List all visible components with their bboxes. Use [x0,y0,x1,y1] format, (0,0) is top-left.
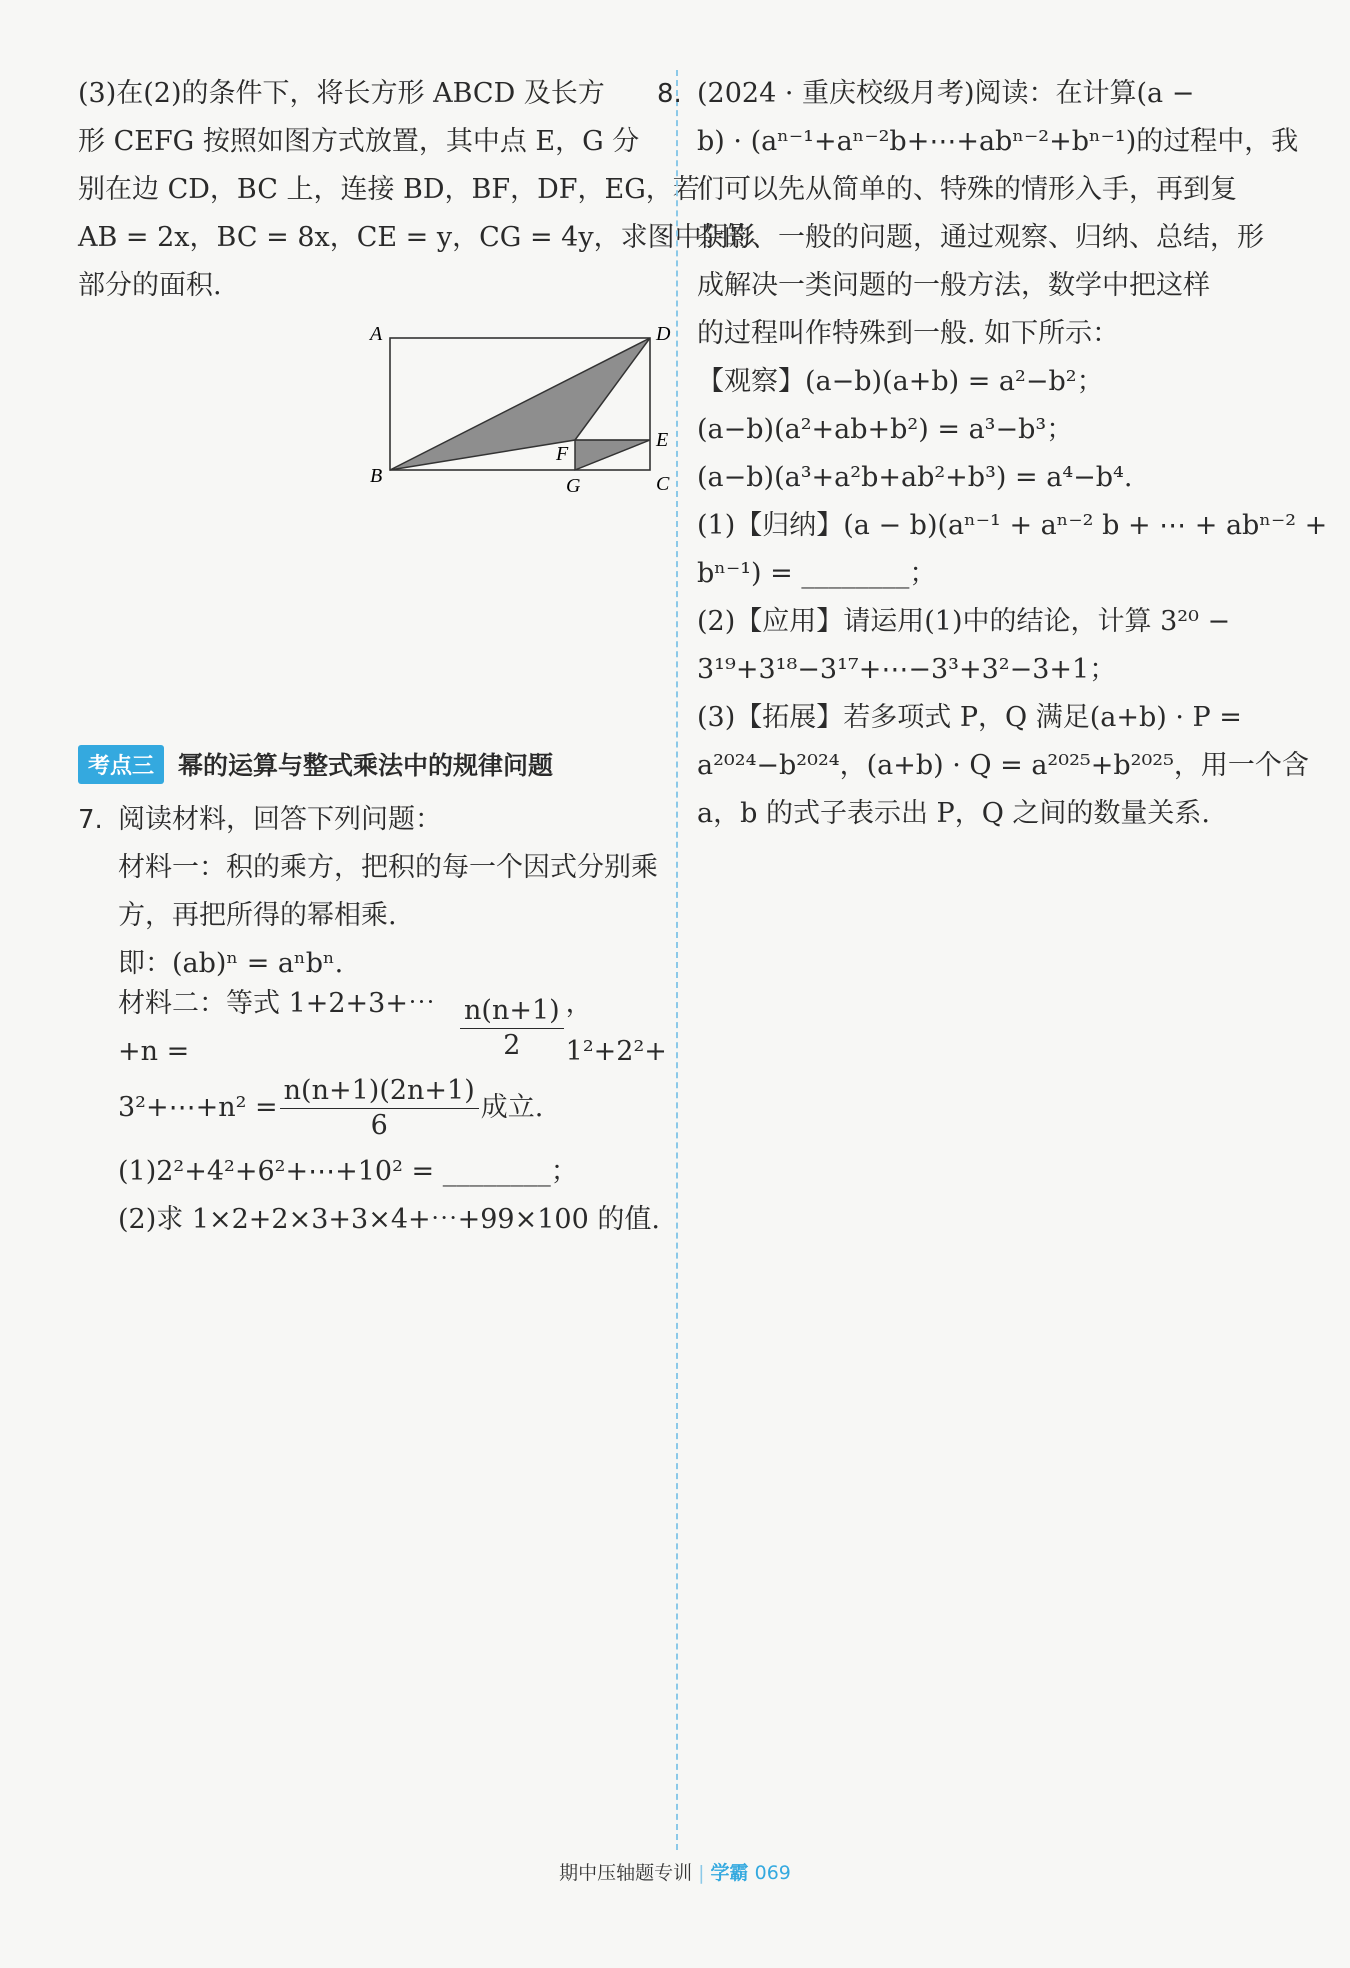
rectangle-figure [360,310,680,500]
q3-line-5: 部分的面积. [78,270,222,301]
footer-separator: | [698,1862,705,1884]
q7-m2b-prefix: 3²+⋯+n² = [118,1092,278,1123]
q7-m2b-suffix: 成立. [480,1092,544,1123]
q7-material1-line1: 材料一：积的乘方，把积的每一个因式分别乘 [118,852,658,883]
fraction-sum-denominator: 2 [503,1029,521,1061]
q8-part3-line3: a，b 的式子表示出 P，Q 之间的数量关系. [697,798,1211,829]
q8-line-2: b) · (aⁿ⁻¹+aⁿ⁻²b+⋯+abⁿ⁻²+bⁿ⁻¹)的过程中，我 [697,126,1299,157]
label-e: E [656,429,669,451]
q8-line-3: 们可以先从简单的、特殊的情形入手，再到复 [697,174,1237,205]
q8-part1-line2: bⁿ⁻¹) = ________； [697,558,937,589]
section-badge: 考点三 [78,745,164,784]
label-f: F [556,443,569,465]
section-title: 幂的运算与整式乘法中的规律问题 [178,751,554,780]
q8-part2-line2: 3¹⁹+3¹⁸−3¹⁷+⋯−3³+3²−3+1； [697,654,1117,685]
q8-observe-3: (a−b)(a³+a²b+ab²+b³) = a⁴−b⁴. [697,462,1133,493]
q8-observe-2: (a−b)(a²+ab+b²) = a³−b³； [697,414,1074,445]
q8-number: 8. [657,79,682,109]
fraction-sum [460,994,564,1063]
footer-brand: 学霸 [710,1862,749,1884]
fraction-squares-denominator: 6 [370,1109,388,1141]
left-column [78,70,756,310]
label-a: A [370,323,383,345]
page-footer [0,1858,1350,1885]
q7-part1: (1)2²+4²+6²+⋯+10² = ________； [118,1156,578,1187]
q8-part1-line1: (1)【归纳】(a − b)(aⁿ⁻¹ + aⁿ⁻² b + ⋯ + abⁿ⁻² + [697,510,1328,541]
fraction-squares [280,1074,479,1143]
q7-m2-suffix: ，1²+2²+ [565,988,667,1067]
q8-line-5: 成解决一类问题的一般方法，数学中把这样 [697,270,1210,301]
q7-material2-line1 [78,988,678,1068]
q3-line-1: (3)在(2)的条件下，将长方形 ABCD 及长方 [78,78,605,109]
fraction-squares-numerator: n(n+1)(2n+1) [280,1074,479,1109]
q3-line-3: 别在边 CD，BC 上，连接 BD，BF，DF，EG，若 [78,174,700,205]
label-g: G [566,475,581,497]
q7-material1-line2: 方，再把所得的幂相乘. [118,900,397,931]
column-divider [676,70,678,1850]
q3-line-2: 形 CEFG 按照如图方式放置，其中点 E，G 分 [78,126,640,157]
label-d: D [656,323,671,345]
q8-line-4: 杂的、一般的问题，通过观察、归纳、总结，形 [697,222,1264,253]
label-c: C [656,473,670,495]
q7-part2: (2)求 1×2+2×3+3×4+⋯+99×100 的值. [118,1204,660,1235]
q7-m2-prefix: 材料二：等式 1+2+3+⋯+n = [118,988,435,1067]
q8-part3-line2: a²⁰²⁴−b²⁰²⁴，(a+b) · Q = a²⁰²⁵+b²⁰²⁵，用一个含 [697,750,1309,781]
q8-line-1: (2024 · 重庆校级月考)阅读：在计算(a − [697,78,1195,109]
page-number: 069 [754,1862,791,1884]
q8-observe-1: 【观察】(a−b)(a+b) = a²−b²； [697,366,1104,397]
question-7 [78,796,678,1244]
q8-line-6: 的过程叫作特殊到一般. 如下所示： [697,318,1120,349]
footer-title: 期中压轴题专训 [559,1862,693,1884]
q8-part2-line1: (2)【应用】请运用(1)中的结论，计算 3²⁰ − [697,606,1231,637]
q3-line-4: AB = 2x，BC = 8x，CE = y，CG = 4y，求图中阴影 [78,222,756,253]
label-b: B [370,465,383,487]
fraction-sum-numerator: n(n+1) [460,994,564,1029]
question-8 [657,70,1328,838]
q7-material2-line2 [78,1068,678,1148]
q7-number: 7. [78,805,103,835]
section-header [78,744,553,784]
q7-intro: 阅读材料，回答下列问题： [118,804,442,835]
q7-material1-formula: 即：(ab)ⁿ = aⁿbⁿ. [118,948,344,979]
q8-part3-line1: (3)【拓展】若多项式 P，Q 满足(a+b) · P = [697,702,1242,733]
